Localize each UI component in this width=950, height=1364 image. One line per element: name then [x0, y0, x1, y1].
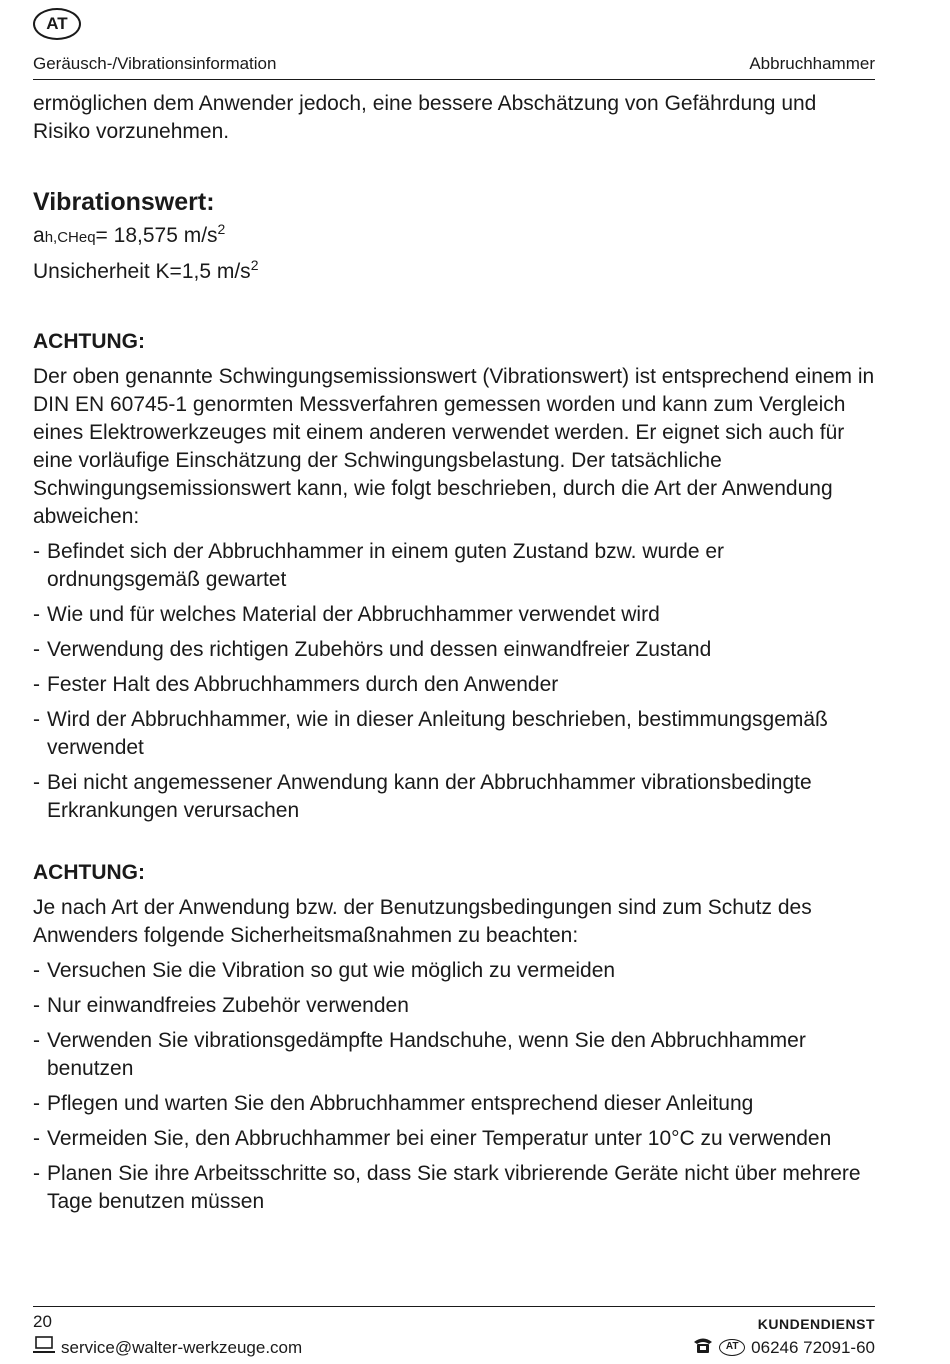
list-item	[33, 1160, 875, 1216]
list-item	[33, 992, 875, 1020]
list-bullet: -	[33, 959, 40, 982]
list-bullet: -	[33, 994, 40, 1017]
list-item	[33, 957, 875, 985]
intro-paragraph: ermöglichen dem Anwender jedoch, eine bessere Abschätzung von Gefährdung und Risiko vorzunehmen.	[33, 92, 817, 143]
list-item-text: Nur einwandfreies Zubehör verwenden	[47, 994, 409, 1017]
header-section-title: Geräusch-/Vibrationsinformation	[33, 54, 277, 73]
warning-heading-2: ACHTUNG:	[33, 861, 145, 884]
warning-paragraph-2: Je nach Art der Anwendung bzw. der Benutzungsbedingungen sind zum Schutz des Anwenders folgende Sicherheitsmaßnahmen zu beachten:	[33, 896, 812, 947]
telephone-icon	[692, 1336, 714, 1359]
list-item-text: Bei nicht angemessener Anwendung kann der Abbruchhammer vibrationsbedingte Erkrankungen verursachen	[47, 771, 812, 822]
list-bullet: -	[33, 1092, 40, 1115]
footer-phone-row	[692, 1336, 875, 1359]
list-item	[33, 538, 875, 594]
list-bullet: -	[33, 708, 40, 731]
warning-heading-1: ACHTUNG:	[33, 330, 145, 353]
phone-country-badge: AT	[719, 1339, 745, 1356]
footer-email-row	[33, 1336, 302, 1359]
list-bullet: -	[33, 1162, 40, 1185]
list-item-text: Wird der Abbruchhammer, wie in dieser Anleitung beschrieben, bestimmungsgemäß verwendet	[47, 708, 828, 759]
vibration-heading: Vibrationswert:	[33, 188, 215, 216]
list-bullet: -	[33, 673, 40, 696]
list-item	[33, 706, 875, 762]
uncertainty-value	[33, 255, 875, 289]
list-item	[33, 636, 875, 664]
list-item	[33, 1125, 875, 1153]
service-email-link[interactable]: service@walter-werkzeuge.com	[61, 1337, 303, 1357]
list-item-text: Verwenden Sie vibrationsgedämpfte Handschuhe, wenn Sie den Abbruchhammer benutzen	[47, 1029, 806, 1080]
list-item-text: Versuchen Sie die Vibration so gut wie möglich zu vermeiden	[47, 959, 616, 982]
warning-list-2	[33, 957, 875, 1216]
header-divider	[33, 79, 875, 80]
uncertainty-text: Unsicherheit K=1,5 m/s	[33, 260, 251, 283]
list-item-text: Pflegen und warten Sie den Abbruchhammer entsprechend dieser Anleitung	[47, 1092, 754, 1115]
list-item	[33, 601, 875, 629]
country-badge: AT	[33, 8, 81, 40]
list-item	[33, 1027, 875, 1083]
list-item-text: Wie und für welches Material der Abbruchhammer verwendet wird	[47, 603, 660, 626]
service-label: KUNDENDIENST	[757, 1316, 875, 1332]
service-phone: 06246 72091-60	[751, 1337, 875, 1357]
list-bullet: -	[33, 1127, 40, 1150]
list-bullet: -	[33, 1029, 40, 1052]
list-item-text: Verwendung des richtigen Zubehörs und dessen einwandfreier Zustand	[47, 638, 712, 661]
vibration-value	[33, 219, 875, 255]
list-item-text: Befindet sich der Abbruchhammer in einem guten Zustand bzw. wurde er ordnungsgemäß gewartet	[47, 540, 725, 591]
warning-list-1	[33, 538, 875, 825]
footer-divider	[33, 1306, 875, 1307]
list-bullet: -	[33, 638, 40, 661]
list-item-text: Vermeiden Sie, den Abbruchhammer bei einer Temperatur unter 10°C zu verwenden	[47, 1127, 832, 1150]
list-bullet: -	[33, 603, 40, 626]
header-product-title: Abbruchhammer	[749, 54, 875, 73]
document-body	[33, 90, 875, 1223]
list-item	[33, 1090, 875, 1118]
vibration-value-text: = 18,575 m/s	[95, 224, 218, 247]
list-bullet: -	[33, 540, 40, 563]
list-item	[33, 769, 875, 825]
vibration-superscript: 2	[217, 221, 226, 237]
page-number: 20	[33, 1312, 52, 1331]
list-bullet: -	[33, 771, 40, 794]
list-item	[33, 671, 875, 699]
uncertainty-superscript: 2	[250, 257, 259, 273]
vibration-subscript: h,CHeq	[44, 229, 96, 246]
warning-paragraph-1: Der oben genannte Schwingungsemissionswert (Vibrationswert) ist entsprechend einem in DIN EN 60745-1 genormten Messverfahren gemessen worden und kann zum Vergleich eines Elektrowerkzeuges mit einem anderen verwendet werden. Er eignet sich auch für eine vorläufige Einschätzung der Schwingungsbelastung. Der tatsächliche Schwingungsemissionswert kann, wie folgt beschrieben, durch die Art der Anwendung abweichen:	[33, 365, 875, 528]
vibration-symbol: a	[33, 224, 45, 247]
list-item-text: Planen Sie ihre Arbeitsschritte so, dass Sie stark vibrierende Geräte nicht über mehrere Tage benutzen müssen	[47, 1162, 861, 1213]
laptop-icon	[33, 1336, 55, 1359]
list-item-text: Fester Halt des Abbruchhammers durch den Anwender	[47, 673, 559, 696]
